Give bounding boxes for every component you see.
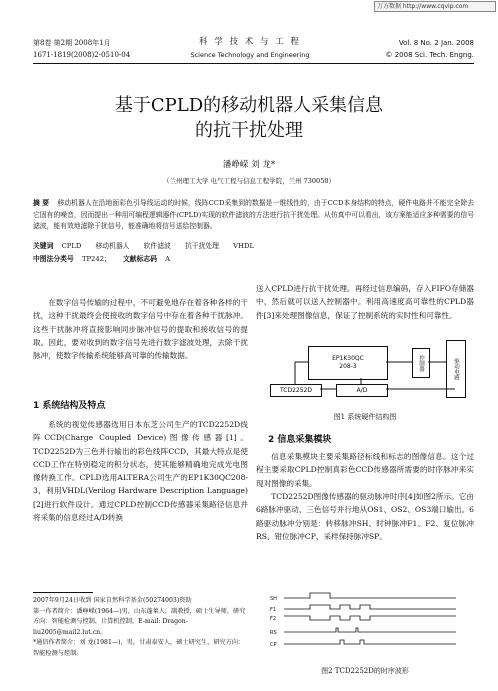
ccd-block: TCD2252D: [270, 384, 322, 397]
keyword: 移动机器人: [95, 242, 130, 250]
footnote-corresponding: *通信作者简介：刘 龙(1981—)，男，甘肃泰安人，硕士研究生，研究方向：智能检测与控制。: [33, 639, 245, 657]
section-1-heading: 1 系统结构及特点: [33, 401, 106, 411]
abstract-text: 移动机器人在沿地面彩色引导线运动的时候，线阵CCD采集到的数据是一维线性的，由于CCD本身结构的特点，硬件电路并不能完全除去它固有的噪音，因而提出一种用可编程逻辑器件(CPLD)实现的软件滤波的方法进行抗干扰处理。从仿真中可以看出，该方案能适应多种需要的信号滤波，能有效地滤除干扰信号，能准确地将信号送给控制器。: [33, 199, 474, 230]
figure-1-diagram: [266, 338, 472, 408]
adc-block: A/D: [336, 384, 388, 397]
copyright-info: © 2008 Sci. Tech. Engng.: [385, 51, 474, 59]
figure-2-timing-diagram: [270, 592, 460, 652]
figure-1-caption: 图1 系统硬件结构图: [333, 413, 397, 421]
journal-name: 科 学 技 术 与 工 程: [199, 37, 301, 47]
fpga-label-suffix: 208-3: [339, 363, 357, 370]
clc-label: 中图法分类号: [33, 255, 74, 263]
paper-title-line2: 的抗干扰处理: [195, 120, 303, 141]
figure-1-connectors: [266, 338, 472, 408]
timing-signal-label: SH: [270, 596, 277, 602]
timing-signal-label: F1: [270, 607, 277, 613]
doc-code-label: 文献标志码: [123, 255, 157, 263]
fpga-label: EP1K30QC: [332, 355, 364, 362]
clc-value: TP242；: [81, 255, 111, 263]
doc-code-value: A: [165, 255, 171, 263]
abstract: [33, 198, 474, 233]
timing-signal-label: CP: [270, 642, 277, 648]
header-rule: [33, 63, 474, 64]
volume-info: Vol. 8 No. 2 Jan. 2008: [398, 39, 474, 47]
issue-info: 第8卷 第2期 2008年1月: [33, 39, 111, 47]
footnote: [33, 596, 248, 659]
keyword: VHDL: [233, 242, 254, 250]
paper-affiliation: （兰州理工大学 电气工程与信息工程学院，兰州 730050）: [163, 177, 335, 185]
section-1-paragraph: 系统的视觉传感器选用日本东芝公司生产的TCD2252D线阵CCD(Charge Coupled Device)图像传感器[1]。TCD2252D为三色并行输出的彩色线阵CCD，其最大特点是使CCD工作在特别稳定的积分状态，使其能够精确地完成光电图像转换工作。CPLD选用ALTERA公司生产的EP1K30QC208-3，利用VHDL(Verilog Hardware Description Language)[2]进行软件设计。通过CPLD控制CCD传感器采集路径信息并将采集的信息经过A/D转换: [33, 420, 248, 523]
right-top-paragraph: 送入CPLD进行抗干扰处理。再经过信息编码，存入FIFO存储器中，然后就可以送入控制器中。利用高速度高可靠性的CPLD器件[3]来处理图像信息，保证了控制系统的实时性和可靠性。: [256, 284, 474, 320]
footnote-received: 2007年9月24日收到 国家自然科学基金(50274003)资助: [33, 597, 192, 604]
article-number: 1671-1819(2008)2-0510-04: [33, 51, 131, 59]
section-2-paragraph-1: 信息采集模块主要采集路径标线和标志的图像信息。这个过程主要采取CPLD控制真彩色CCD传感器所需要的时序脉冲来实现对图像的采集。: [256, 452, 474, 488]
keyword: CPLD: [61, 242, 82, 250]
intro-paragraph: 在数字信号传输的过程中，不可避免地存在着各种各样的干扰，这种干扰最终会使接收的数字信号中存在着各种干扰脉冲。这些干扰脉冲将直接影响同步脉冲信号的提取和接收信号的提取。因此，要对收到的数字信号先进行数字滤波处理，去除干扰脉冲，使数字传输系统能够高可靠的传输数据。: [33, 298, 248, 361]
keyword: 抗干扰处理: [185, 242, 219, 250]
keywords-row: [33, 241, 474, 252]
journal-name-en: Science Technology and Engineering: [190, 51, 310, 59]
timing-signal-label: F2: [270, 616, 277, 622]
abstract-label: 摘 要: [33, 199, 50, 207]
footnote-rule: [33, 592, 93, 593]
figure-2-caption: 图2 TCD2252D的时序波形: [321, 667, 409, 675]
keywords-label: 关键词: [33, 242, 54, 250]
drive-circuit-block: 驱动电路: [446, 340, 466, 398]
classification-row: [33, 254, 474, 265]
paper-authors: 潘峥嵘 刘 龙*: [222, 160, 276, 170]
paper-title-line1: 基于CPLD的移动机器人采集信息: [114, 95, 384, 116]
controller-block: 控制器: [412, 348, 430, 378]
section-2-paragraph-2: TCD2252D图像传感器的驱动脉冲时序[4]如图2所示。它由6路脉冲驱动，三色信号并行地从OS1、OS2、OS3端口输出。6路驱动脉冲分别是：转移脉冲SH、时钟脉冲F1、F2、复位脉冲RS、钳位脉冲CP、采样保持脉冲SP。: [256, 492, 474, 541]
footnote-first-author: 第一作者简介：潘峥嵘(1964—)男，山东蓬莱人，副教授，硕士生导师，研究方向：智能检测与控制，计算机控制。E-mail: Dragon-liu2005@mail2.lut.cn。: [33, 607, 246, 636]
timing-signal-label: RS: [270, 630, 277, 636]
source-stamp: 万方数据 http://www.cqvip.com: [374, 1, 496, 12]
section-2-heading: 2 信息采集模块: [268, 435, 332, 445]
keyword: 软件滤波: [143, 242, 171, 250]
